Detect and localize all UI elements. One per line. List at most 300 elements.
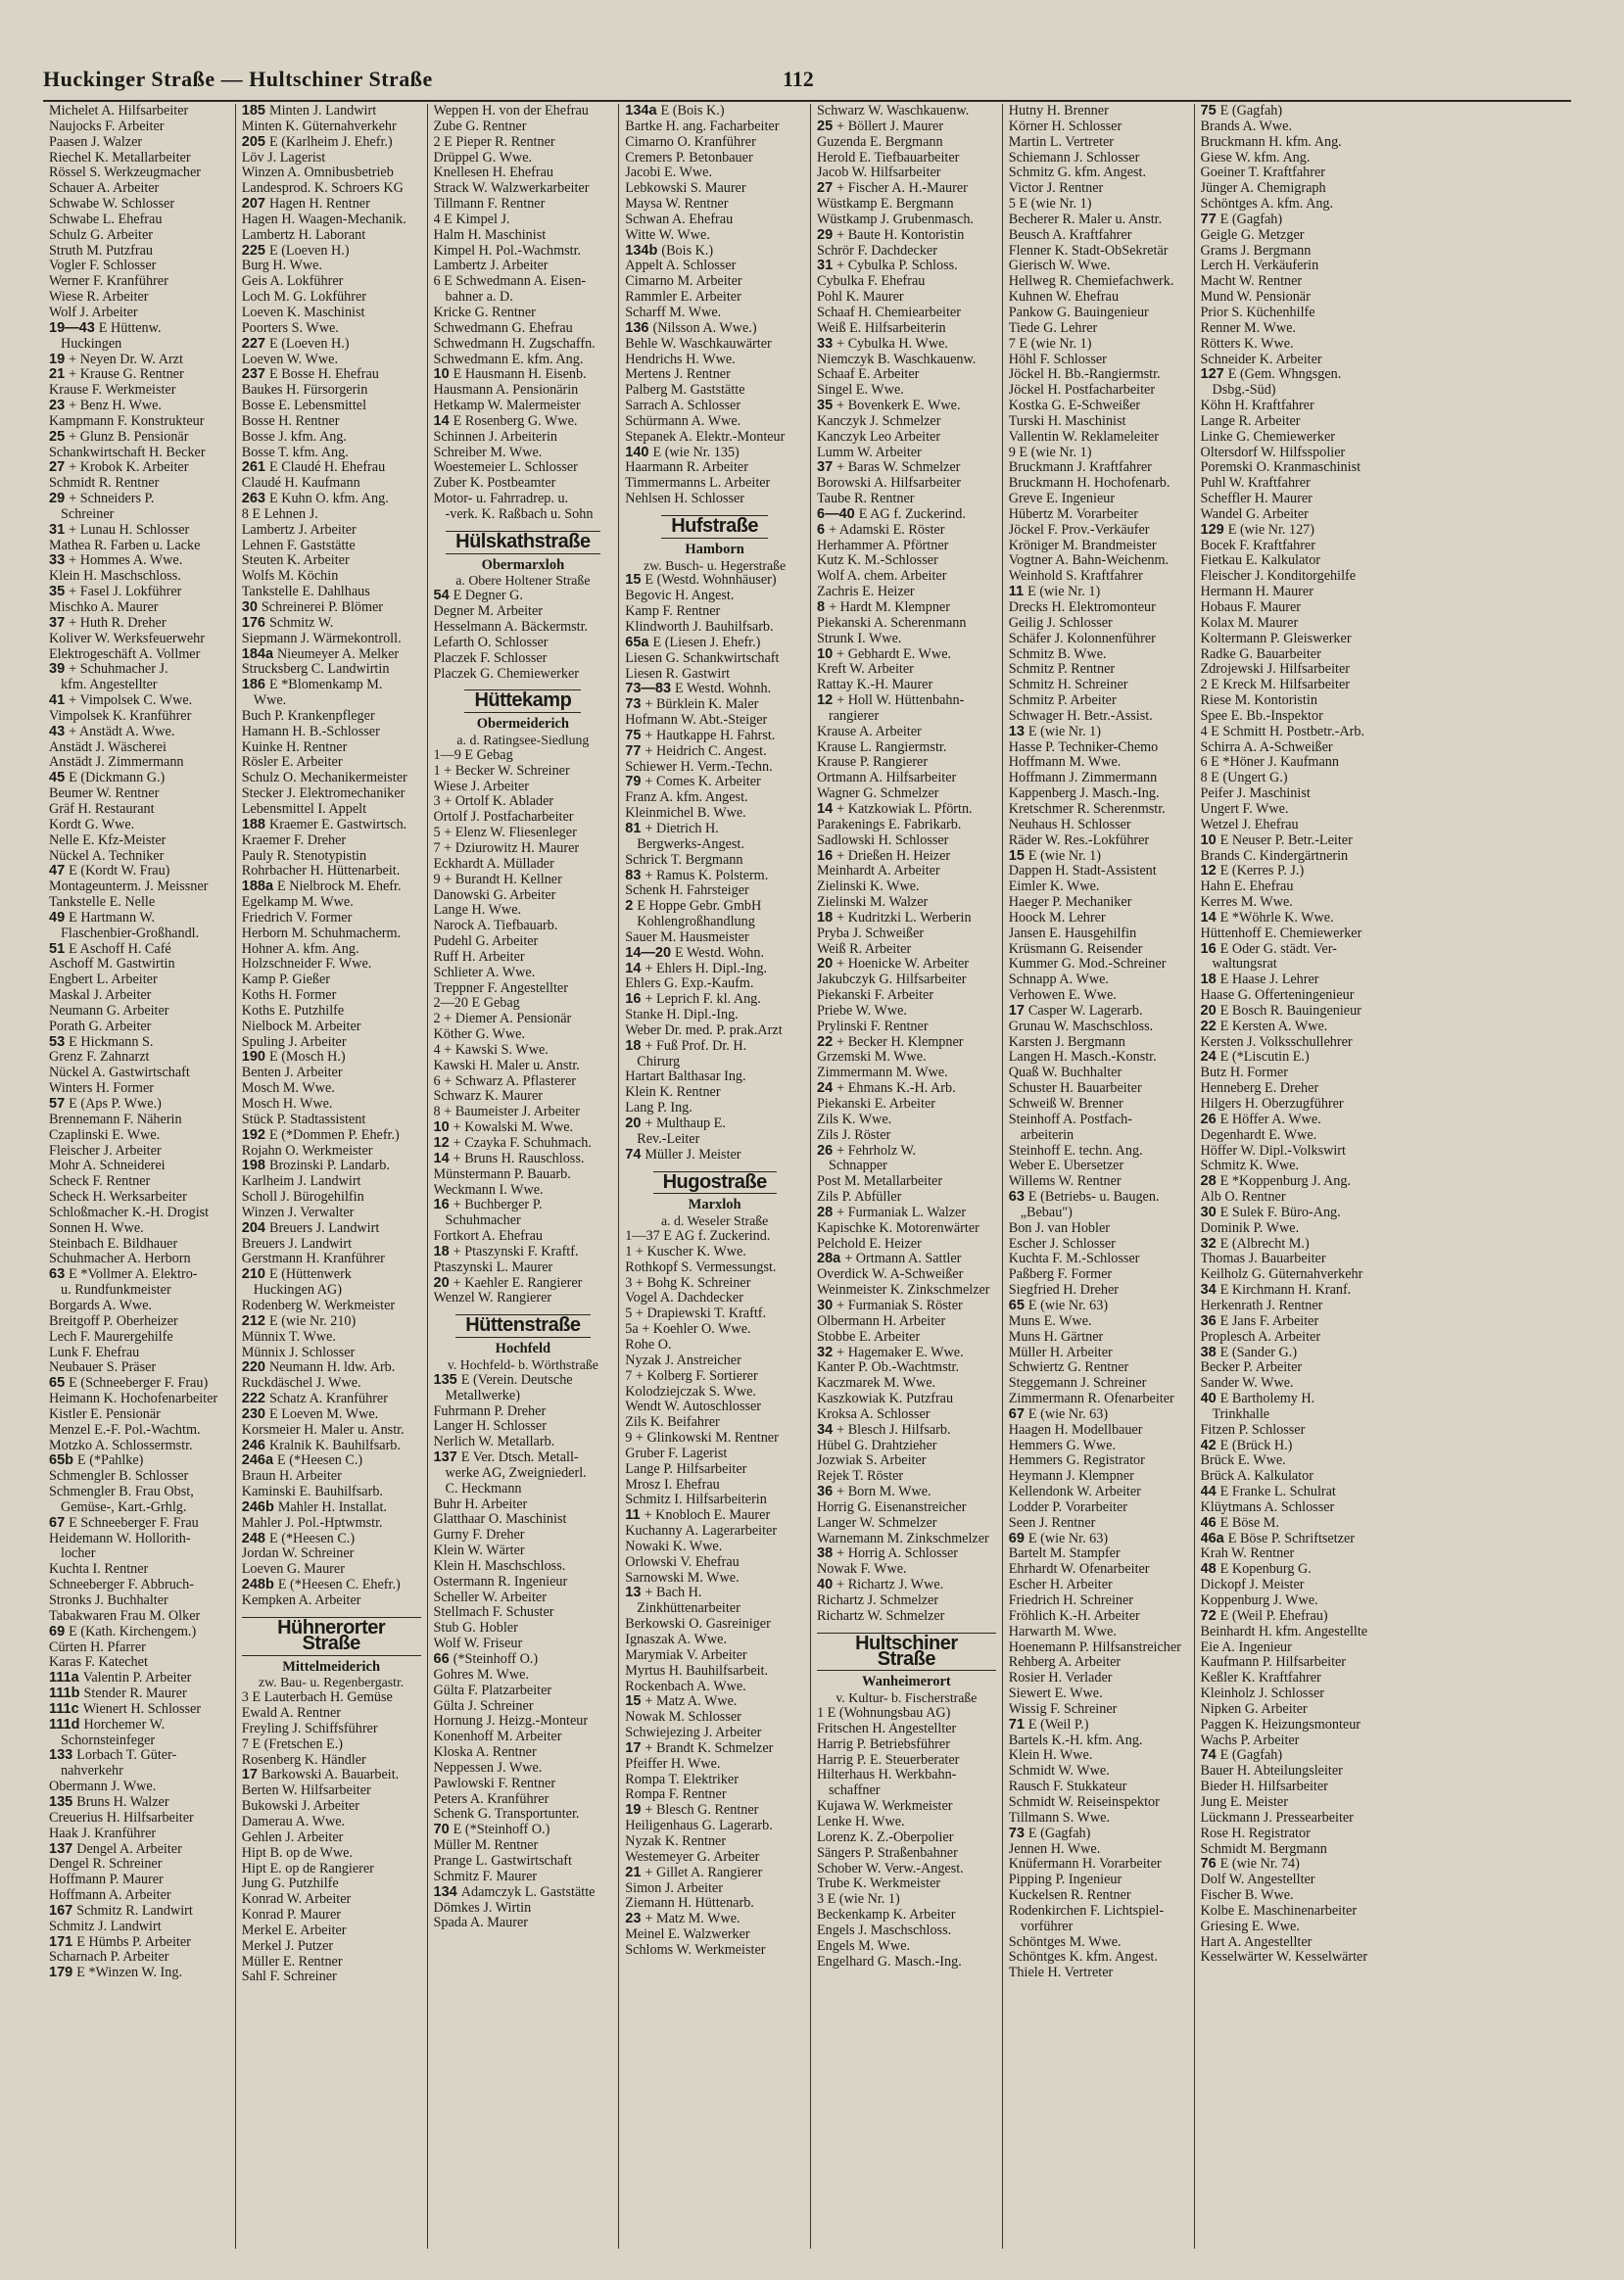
directory-entry xyxy=(817,849,996,865)
directory-entry xyxy=(1201,678,1380,693)
entry-text: Knüfermann H. Vorarbeiter xyxy=(1008,1857,1162,1873)
directory-entry xyxy=(49,1113,229,1128)
directory-entry xyxy=(49,151,229,166)
house-number: 38 xyxy=(1200,1345,1220,1360)
entry-text: Spuling J. Arbeiter xyxy=(241,1034,347,1050)
directory-entry xyxy=(1009,197,1188,213)
house-number: 111d xyxy=(49,1717,84,1733)
directory-entry xyxy=(49,1764,229,1780)
directory-entry xyxy=(434,826,613,841)
directory-entry xyxy=(1201,492,1380,507)
entry-text: Wiese J. Arbeiter xyxy=(433,779,530,794)
entry-text: Dömkes J. Wirtin xyxy=(433,1900,532,1916)
house-number: 261 xyxy=(241,460,269,476)
entry-text: Cimarno M. Arbeiter xyxy=(625,274,742,290)
directory-entry xyxy=(242,1360,421,1376)
directory-entry xyxy=(242,895,421,911)
entry-text: Schulz G. Arbeiter xyxy=(49,227,153,243)
directory-entry xyxy=(49,104,229,119)
entry-text: Rohe O. xyxy=(625,1337,672,1353)
entry-text: Bergwerks-Angest. xyxy=(637,836,744,852)
house-number: 12 xyxy=(817,693,837,709)
directory-entry xyxy=(1009,786,1188,802)
entry-text: Schulz O. Mechanikermeister xyxy=(241,771,407,786)
directory-entry xyxy=(625,1447,804,1462)
entry-text: (Nilsson A. Wwe.) xyxy=(652,320,757,336)
directory-entry xyxy=(242,662,421,678)
entry-text: Pohl K. Maurer xyxy=(817,290,904,306)
directory-entry xyxy=(1201,228,1380,244)
directory-entry xyxy=(49,1469,229,1485)
entry-text: Jöckel H. Postfacharbeiter xyxy=(1008,383,1156,399)
entry-text: Mosch H. Wwe. xyxy=(241,1097,333,1112)
entry-text: E (Weil P.) xyxy=(1027,1717,1089,1733)
directory-entry xyxy=(434,1120,613,1136)
entry-text: Brands A. Wwe. xyxy=(1200,119,1293,134)
entry-text: E *Koppenburg J. Ang. xyxy=(1219,1174,1352,1190)
entry-text: Friedrich V. Former xyxy=(241,910,353,926)
directory-entry xyxy=(625,1787,804,1803)
entry-text: Wagner G. Schmelzer xyxy=(817,786,939,802)
directory-entry xyxy=(625,353,804,368)
entry-text: 6 E *Höner J. Kaufmann xyxy=(1200,755,1339,771)
entry-text: Schwedmann G. Ehefrau xyxy=(433,320,573,336)
house-number: 137 xyxy=(433,1450,461,1466)
entry-text: + Böllert J. Maurer xyxy=(836,119,944,134)
directory-entry xyxy=(242,197,421,213)
directory-entry xyxy=(1201,740,1380,756)
entry-text: Wwe. xyxy=(253,693,287,709)
entry-text: Danowski G. Arbeiter xyxy=(433,887,556,903)
directory-entry xyxy=(625,1803,804,1819)
entry-text: Schmitz P. Rentner xyxy=(1008,662,1116,678)
directory-entry xyxy=(1201,1174,1380,1190)
entry-text: + Holl W. Hüttenbahn- xyxy=(836,693,965,709)
entry-text: Creuerius H. Hilfsarbeiter xyxy=(49,1810,194,1826)
directory-entry xyxy=(817,430,996,446)
directory-entry xyxy=(1201,662,1380,678)
directory-entry xyxy=(817,1706,996,1722)
entry-text: 7 E (Fretschen E.) xyxy=(241,1736,343,1752)
directory-entry xyxy=(1009,1314,1188,1330)
entry-text: Sauer M. Hausmeister xyxy=(625,929,749,945)
entry-text: Hamann H. B.-Schlosser xyxy=(241,724,380,739)
directory-entry xyxy=(625,1493,804,1508)
directory-entry xyxy=(242,274,421,290)
entry-text: Strack W. Walzwerkarbeiter xyxy=(433,181,590,197)
entry-text: E (Kordt W. Frau) xyxy=(69,864,170,879)
directory-entry xyxy=(49,942,229,958)
entry-text: Herkenrath J. Rentner xyxy=(1200,1298,1323,1313)
directory-entry xyxy=(242,1035,421,1051)
entry-text: Victor J. Rentner xyxy=(1008,181,1104,197)
directory-entry xyxy=(817,1144,996,1160)
entry-text: Benten J. Arbeiter xyxy=(241,1066,343,1081)
entry-text: Kuckelsen R. Rentner xyxy=(1008,1888,1131,1904)
house-number: 17 xyxy=(1008,1003,1028,1019)
directory-entry xyxy=(49,1857,229,1873)
directory-entry xyxy=(817,1753,996,1769)
directory-entry xyxy=(1201,709,1380,725)
entry-text: E Nielbrock M. Ehefr. xyxy=(277,879,402,895)
house-number: 111c xyxy=(49,1701,83,1717)
directory-entry xyxy=(1009,1113,1188,1128)
directory-entry xyxy=(625,976,804,992)
entry-text: Hoffmann J. Zimmermann xyxy=(1008,771,1158,786)
directory-entry xyxy=(242,1722,421,1737)
directory-entry xyxy=(1201,926,1380,942)
entry-text: + Becker H. Klempner xyxy=(836,1034,964,1050)
entry-text: + Kowalski M. Wwe. xyxy=(453,1120,574,1136)
entry-text: E Kirchmann H. Kranf. xyxy=(1219,1283,1352,1299)
house-number: 14—20 xyxy=(625,945,676,961)
district-name: Obermeiderich xyxy=(476,716,569,733)
entry-text: Schwiertz G. Rentner xyxy=(1008,1360,1129,1376)
directory-entry xyxy=(1009,957,1188,973)
entry-text: Müller J. Meister xyxy=(645,1147,741,1163)
directory-entry xyxy=(1201,1904,1380,1920)
entry-text: Piekanski F. Arbeiter xyxy=(817,988,934,1004)
house-number: 37 xyxy=(49,615,70,631)
directory-entry xyxy=(1201,1453,1380,1469)
entry-text: Klein H. Wwe. xyxy=(1008,1748,1093,1764)
house-number: 220 xyxy=(241,1360,269,1376)
entry-text: Wachs P. Arbeiter xyxy=(1200,1733,1300,1748)
directory-entry xyxy=(817,228,996,244)
entry-text: Nerlich W. Metallarb. xyxy=(433,1435,555,1450)
directory-entry xyxy=(49,1593,229,1609)
directory-entry xyxy=(434,764,613,780)
entry-text: Schürmann A. Wwe. xyxy=(625,413,741,429)
entry-text: Jünger A. Chemigraph xyxy=(1200,181,1326,197)
entry-text: 7 + Kolberg F. Sortierer xyxy=(625,1368,758,1384)
directory-entry xyxy=(49,1873,229,1888)
entry-text: Motzko A. Schlossermstr. xyxy=(49,1438,193,1453)
entry-text: + Neyen Dr. W. Arzt xyxy=(69,352,183,367)
directory-entry xyxy=(1201,911,1380,926)
directory-entry xyxy=(242,1830,421,1846)
directory-entry xyxy=(49,725,229,740)
entry-text: Grunau W. Maschschloss. xyxy=(1008,1019,1154,1034)
directory-entry xyxy=(434,748,613,764)
directory-entry xyxy=(817,1799,996,1815)
entry-text: Vallentin W. Reklameleiter xyxy=(1008,429,1160,445)
directory-entry xyxy=(242,1299,421,1314)
entry-text: Winzen A. Omnibusbetrieb xyxy=(241,166,394,181)
directory-entry xyxy=(817,632,996,647)
entry-text: Thiele H. Vertreter xyxy=(1008,1966,1114,1981)
entry-text: Schmidt M. Bergmann xyxy=(1200,1841,1327,1857)
directory-entry xyxy=(1009,600,1188,616)
entry-text: Schmitz R. Landwirt xyxy=(76,1903,193,1919)
directory-entry xyxy=(1009,1346,1188,1361)
entry-text: Lodder P. Vorarbeiter xyxy=(1008,1499,1127,1515)
entry-text: Stück P. Stadtassistent xyxy=(241,1112,366,1127)
directory-entry xyxy=(1009,1609,1188,1625)
entry-text: Jennen H. Wwe. xyxy=(1008,1841,1101,1857)
directory-entry xyxy=(242,1190,421,1206)
house-number: 38 xyxy=(817,1546,837,1562)
entry-text: Henneberg E. Dreher xyxy=(1200,1081,1319,1097)
entry-text: Hagen H. Rentner xyxy=(268,197,370,213)
directory-entry xyxy=(817,1004,996,1020)
entry-text: Weiß E. Hilfsarbeiterin xyxy=(817,320,946,336)
house-number: 36 xyxy=(1200,1313,1220,1329)
directory-entry xyxy=(817,1500,996,1516)
directory-entry xyxy=(1201,430,1380,446)
entry-text: Radke G. Bauarbeiter xyxy=(1200,646,1321,662)
entry-text: Ortolf J. Postfacharbeiter xyxy=(433,810,574,826)
house-number: 46 xyxy=(1200,1515,1220,1531)
entry-text: Mahler H. Installat. xyxy=(277,1499,387,1515)
directory-entry xyxy=(625,367,804,383)
directory-entry xyxy=(242,383,421,399)
entry-text: 1—37 E AG f. Zuckerind. xyxy=(625,1229,771,1245)
directory-entry xyxy=(1009,1252,1188,1267)
directory-entry xyxy=(625,1039,804,1055)
directory-entry xyxy=(242,833,421,849)
entry-text: Holzschneider F. Wwe. xyxy=(241,957,372,973)
directory-entry xyxy=(1201,600,1380,616)
entry-text: Rohrbacher H. Hüttenarbeit. xyxy=(241,864,401,879)
directory-entry xyxy=(434,1730,613,1745)
directory-entry xyxy=(817,1314,996,1330)
entry-text: Schober W. Verw.-Angest. xyxy=(817,1861,964,1876)
directory-entry xyxy=(434,181,613,197)
directory-entry xyxy=(625,1369,804,1385)
entry-text: Taube R. Rentner xyxy=(817,492,915,507)
entry-text: Schnapp A. Wwe. xyxy=(1008,973,1109,988)
entry-text: Kroksa A. Schlosser xyxy=(817,1406,931,1422)
house-number: 74 xyxy=(625,1147,645,1163)
entry-text: Schwager H. Betr.-Assist. xyxy=(1008,708,1153,724)
directory-entry xyxy=(1201,1734,1380,1749)
entry-text: Drecks H. Elektromonteur xyxy=(1008,600,1156,615)
entry-text: Tankstelle E. Nelle xyxy=(49,895,156,911)
entry-text: Weppen H. von der Ehefrau xyxy=(433,104,589,119)
entry-text: E (Karlheim J. Ehefr.) xyxy=(268,134,393,150)
entry-text: Jacob W. Hilfsarbeiter xyxy=(817,166,941,181)
entry-text: 5 + Drapiewski T. Kraftf. xyxy=(625,1306,767,1322)
entry-text: E (Bois K.) xyxy=(660,104,725,119)
directory-entry xyxy=(49,492,229,507)
directory-entry xyxy=(1009,430,1188,446)
directory-entry xyxy=(242,1346,421,1361)
directory-entry xyxy=(625,1710,804,1726)
entry-text: Wolf A. chem. Arbeiter xyxy=(817,569,947,585)
entry-text: E (Liesen J. Ehefr.) xyxy=(652,635,761,650)
entry-text: Kappenberg J. Masch.-Ing. xyxy=(1008,786,1160,802)
directory-entry xyxy=(242,1908,421,1924)
directory-entry xyxy=(1201,104,1380,119)
directory-entry xyxy=(49,1330,229,1346)
entry-text: Karas F. Katechet xyxy=(49,1655,148,1671)
directory-entry xyxy=(1009,228,1188,244)
house-number: 43 xyxy=(49,724,70,739)
directory-entry xyxy=(1201,523,1380,539)
directory-entry xyxy=(1201,1842,1380,1858)
directory-entry xyxy=(242,1439,421,1454)
directory-entry xyxy=(242,1485,421,1500)
house-number: 23 xyxy=(49,399,70,414)
entry-text: Nückel A. Gastwirtschaft xyxy=(49,1066,190,1081)
directory-entry xyxy=(242,166,421,181)
entry-text: Steinhoff A. Postfach- xyxy=(1008,1112,1132,1127)
entry-text: E (wie Nr. 1) xyxy=(1027,724,1101,739)
directory-entry xyxy=(434,1668,613,1684)
entry-text: Fleischer J. Konditorgehilfe xyxy=(1200,569,1357,585)
entry-text: Strunk I. Wwe. xyxy=(817,631,902,646)
entry-text: Treppner F. Angestellter xyxy=(433,980,568,996)
directory-column-6 xyxy=(1002,104,1194,2249)
entry-text: E (Gagfah) xyxy=(1219,104,1283,119)
entry-text: locher xyxy=(61,1546,96,1562)
directory-entry xyxy=(434,1136,613,1152)
directory-entry xyxy=(1201,786,1380,802)
directory-entry xyxy=(49,1935,229,1951)
entry-text: Schöntges M. Wwe. xyxy=(1008,1934,1122,1950)
directory-entry xyxy=(1009,1376,1188,1392)
directory-entry xyxy=(625,697,804,713)
entry-text: Ewald A. Rentner xyxy=(241,1706,342,1722)
entry-text: Stobbe E. Arbeiter xyxy=(817,1329,921,1345)
entry-text: Loeven K. Maschinist xyxy=(241,305,365,320)
directory-entry xyxy=(817,1892,996,1908)
street-location-note: zw. Busch- u. Hegerstraße xyxy=(644,557,787,573)
directory-entry xyxy=(242,616,421,632)
directory-entry xyxy=(1009,709,1188,725)
entry-text: Krah W. Rentner xyxy=(1200,1546,1295,1562)
house-number: 127 xyxy=(1200,367,1228,383)
entry-text: Placzek F. Schlosser xyxy=(433,650,548,666)
directory-entry xyxy=(242,1815,421,1830)
entry-text: Poremski O. Kranmaschinist xyxy=(1200,460,1361,476)
entry-text: Maysa W. Rentner xyxy=(625,197,729,213)
entry-text: Loeven W. Wwe. xyxy=(241,352,338,367)
directory-entry xyxy=(625,853,804,869)
directory-entry xyxy=(625,151,804,166)
entry-text: Ignaszak A. Wwe. xyxy=(625,1633,727,1647)
entry-text: Gülta J. Schreiner xyxy=(433,1698,534,1714)
entry-text: E (wie Nr. 210) xyxy=(268,1313,357,1329)
directory-entry xyxy=(1009,1811,1188,1827)
directory-entry xyxy=(242,802,421,818)
entry-text: Horrig G. Eisenanstreicher xyxy=(817,1499,967,1515)
directory-entry xyxy=(242,1206,421,1221)
directory-entry xyxy=(1201,337,1380,353)
directory-entry xyxy=(817,1722,996,1737)
directory-entry xyxy=(1201,725,1380,740)
directory-entry xyxy=(817,446,996,461)
entry-text: Gohres M. Wwe. xyxy=(433,1667,529,1683)
house-number: 210 xyxy=(241,1267,269,1283)
house-number: 135 xyxy=(433,1372,461,1388)
directory-entry xyxy=(434,1043,613,1059)
directory-entry xyxy=(1009,1873,1188,1888)
entry-text: Dickopf J. Meister xyxy=(1200,1578,1305,1593)
house-number: 136 xyxy=(625,320,653,336)
entry-text: Rompa F. Rentner xyxy=(625,1787,727,1803)
entry-text: Rausch F. Stukkateur xyxy=(1008,1780,1127,1795)
directory-entry xyxy=(1009,1546,1188,1562)
house-number: 24 xyxy=(817,1081,837,1097)
directory-entry xyxy=(242,911,421,926)
house-number: 10 xyxy=(817,646,837,662)
entry-text: Klüytmans A. Schlosser xyxy=(1200,1499,1335,1515)
directory-entry xyxy=(1009,1453,1188,1469)
directory-entry xyxy=(434,1291,613,1306)
directory-entry xyxy=(1009,725,1188,740)
directory-entry xyxy=(49,383,229,399)
directory-entry xyxy=(625,1571,804,1587)
directory-entry xyxy=(817,1768,996,1783)
entry-text: Kaufmann P. Hilfsarbeiter xyxy=(1200,1655,1347,1671)
street-heading xyxy=(434,689,613,713)
directory-entry xyxy=(625,430,804,446)
directory-entry xyxy=(49,1780,229,1795)
entry-text: Lange R. Arbeiter xyxy=(1200,413,1301,429)
entry-text: arbeiterin xyxy=(1020,1127,1075,1143)
entry-text: E Aschoff H. Café xyxy=(69,941,171,957)
entry-text: + Czayka F. Schuhmach. xyxy=(453,1136,592,1151)
directory-entry xyxy=(817,616,996,632)
entry-text: + Furmaniak S. Röster xyxy=(836,1298,963,1313)
entry-text: Parakenings E. Fabrikarb. xyxy=(817,817,962,832)
directory-entry xyxy=(434,135,613,151)
directory-entry xyxy=(625,790,804,806)
entry-text: + Brandt K. Schmelzer xyxy=(645,1740,774,1756)
directory-entry xyxy=(1201,895,1380,911)
directory-entry xyxy=(1009,1050,1188,1066)
directory-entry xyxy=(625,992,804,1008)
entry-text: Sarnowski M. Wwe. xyxy=(625,1570,740,1586)
directory-entry xyxy=(434,104,613,119)
entry-text: E (wie Nr. 74) xyxy=(1219,1857,1300,1873)
house-number: 65b xyxy=(49,1453,78,1469)
entry-text: Eie A. Ingenieur xyxy=(1200,1639,1292,1655)
directory-entry xyxy=(1009,1671,1188,1686)
entry-text: Scheller W. Arbeiter xyxy=(433,1590,547,1605)
directory-column-5 xyxy=(810,104,1002,2249)
entry-text: Muns H. Gärtner xyxy=(1008,1329,1104,1345)
directory-entry xyxy=(49,414,229,430)
entry-text: + Hommes A. Wwe. xyxy=(69,553,183,569)
directory-entry xyxy=(1009,1718,1188,1734)
directory-entry xyxy=(1201,957,1380,973)
directory-entry xyxy=(242,321,421,337)
directory-entry xyxy=(625,1116,804,1132)
directory-entry xyxy=(1009,476,1188,492)
entry-text: E (*Heesen C. Ehefr.) xyxy=(277,1578,401,1593)
entry-text: Jöckel F. Prov.-Verkäufer xyxy=(1008,522,1150,538)
entry-text: Rosenberg K. Händler xyxy=(241,1752,366,1768)
entry-text: Friedrich H. Schreiner xyxy=(1008,1593,1134,1608)
directory-entry xyxy=(1201,864,1380,879)
entry-text: Hohner A. kfm. Ang. xyxy=(241,941,359,957)
directory-entry xyxy=(49,306,229,321)
entry-text: Ehrhardt W. Ofenarbeiter xyxy=(1008,1562,1150,1578)
entry-text: Karlheim J. Landwirt xyxy=(241,1174,361,1190)
directory-entry xyxy=(1201,616,1380,632)
directory-entry xyxy=(49,135,229,151)
directory-entry xyxy=(1201,476,1380,492)
directory-entry xyxy=(242,1453,421,1469)
entry-text: Kersten J. Volksschullehrer xyxy=(1200,1034,1353,1050)
directory-entry xyxy=(625,883,804,899)
entry-text: Tiede G. Lehrer xyxy=(1008,320,1098,336)
house-number: 49 xyxy=(49,910,70,926)
street-location-note: v. Kultur- b. Fischerstraße xyxy=(836,1690,978,1706)
